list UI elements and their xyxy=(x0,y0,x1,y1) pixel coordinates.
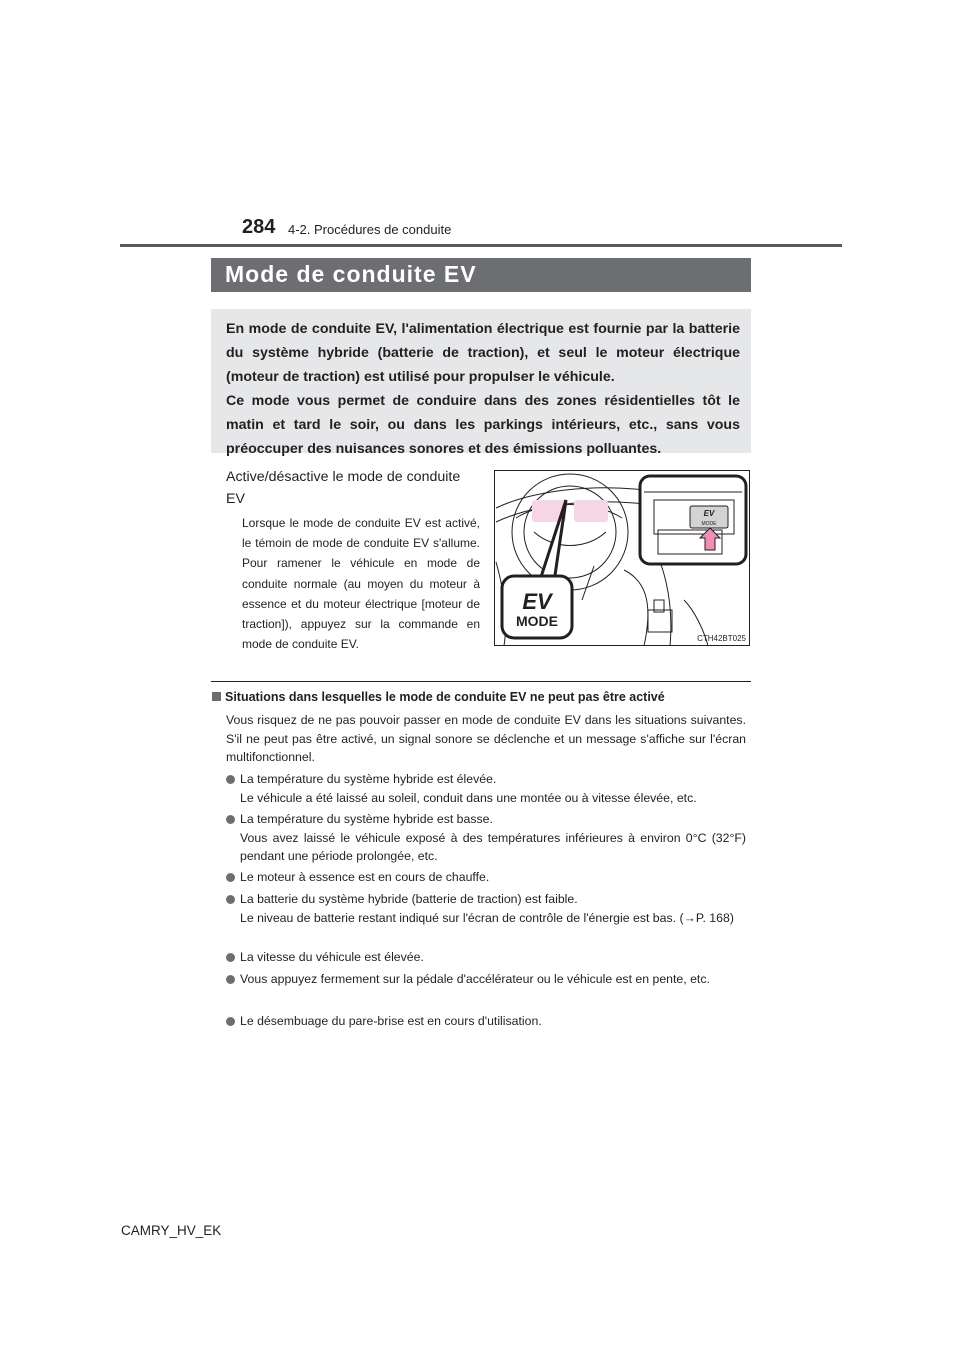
small-ev-label: EV xyxy=(703,509,715,518)
bullet-icon xyxy=(226,953,235,962)
list-item: La température du système hybride est élevée. Le véhicule a été laissé au soleil, conduit dans une montée ou à vitesse élevée, etc. xyxy=(226,770,746,808)
bullet-icon xyxy=(226,873,235,882)
ev-mode-illustration xyxy=(494,470,750,646)
intro-paragraph-1: En mode de conduite EV, l'alimentation électrique est fournie par la batterie du système hybride (batterie de traction), et seul le moteur électrique (moteur de traction) est utilisé pour propulser le véhicule. xyxy=(226,321,740,385)
bullet-icon xyxy=(226,895,235,904)
situations-intro: Vous risquez de ne pas pouvoir passer en mode de conduite EV dans les situations suivantes. S'il ne peut pas être activé, un signal sonore se déclenche et un message s'affiche sur l'écran multifonctionnel. xyxy=(226,713,746,764)
intro-box xyxy=(211,309,751,457)
title-bar xyxy=(211,258,751,292)
list-item: Le désembuage du pare-brise est en cours d'utilisation. xyxy=(226,1012,746,1031)
square-bullet-icon xyxy=(212,692,221,701)
list-item: La batterie du système hybride (batterie de traction) est faible. Le niveau de batterie restant indiqué sur l'écran de contrôle de l'énergie est bas. (→P. 168) xyxy=(226,890,746,946)
list-item: Le moteur à essence est en cours de chauffe. xyxy=(226,868,746,887)
situations-heading: Situations dans lesquelles le mode de conduite EV ne peut pas être activé xyxy=(212,690,665,704)
header-rule xyxy=(120,244,842,247)
figure-code: CTH42BT025 xyxy=(697,634,746,643)
bullet-icon xyxy=(226,1017,235,1026)
ev-button-label: EV xyxy=(522,589,552,614)
list-item: La température du système hybride est basse. Vous avez laissé le véhicule exposé à des températures inférieures à environ 0°C (32°F) pendant une période prolongée, etc. xyxy=(226,810,746,866)
list-item: La vitesse du véhicule est élevée. xyxy=(226,948,746,967)
list-item: Vous appuyez fermement sur la pédale d'accélérateur ou le véhicule est en pente, etc. xyxy=(226,970,746,1008)
mode-button-label: MODE xyxy=(516,613,558,629)
ev-toggle-heading: Active/désactive le mode de conduite EV xyxy=(226,469,461,507)
page-title: Mode de conduite EV xyxy=(225,261,477,287)
bullet-icon xyxy=(226,775,235,784)
page-number: 284 xyxy=(242,216,276,238)
small-mode-label: MODE xyxy=(701,521,717,527)
section-divider xyxy=(211,681,751,682)
section-title: 4-2. Procédures de conduite xyxy=(288,222,452,237)
footer-code: CAMRY_HV_EK xyxy=(121,1223,222,1238)
intro-paragraph-2: Ce mode vous permet de conduire dans des zones résidentielles tôt le matin et tard le soir, ou dans les parkings intérieurs, etc., sans vous préoccuper des nuisances sonores et des émissions polluantes. xyxy=(226,393,740,457)
bullet-icon xyxy=(226,975,235,984)
bullet-icon xyxy=(226,815,235,824)
ev-toggle-description: Lorsque le mode de conduite EV est activé, le témoin de mode de conduite EV s'allume. Pour ramener le véhicule en mode de conduite normale (au moyen du moteur à essence et du moteur électrique [moteur de traction]), appuyez sur la commande en mode de conduite EV. xyxy=(242,516,480,652)
